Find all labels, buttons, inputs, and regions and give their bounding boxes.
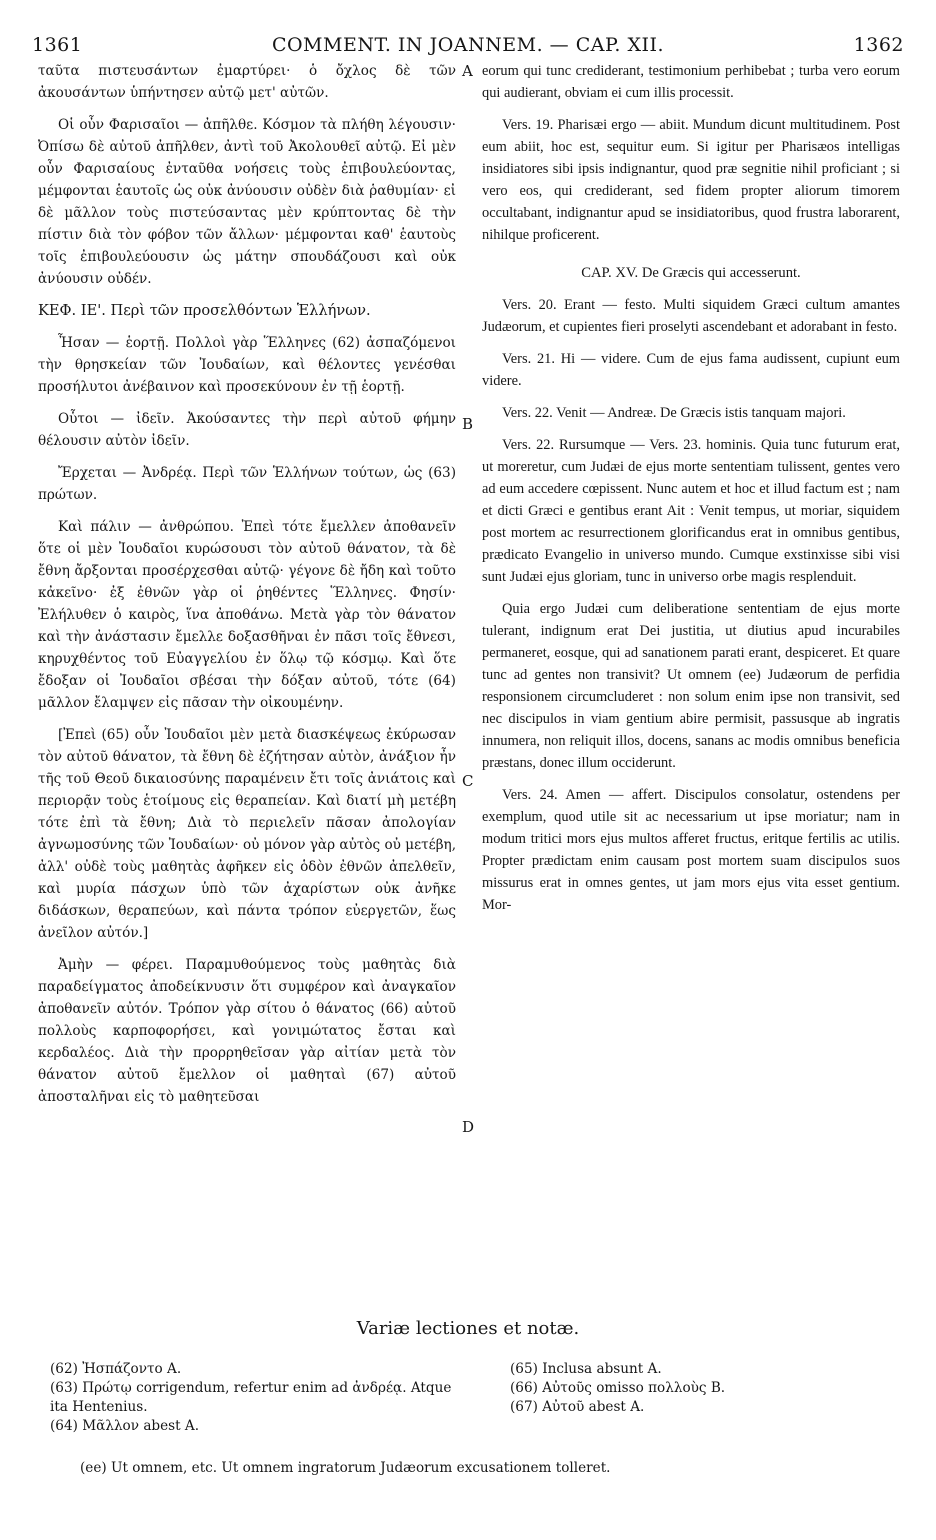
- margin-letter-a: A: [462, 62, 473, 80]
- notes-right-column: [510, 1360, 910, 1417]
- variant-note: (66) Αὐτοῦς omisso πολλοὺς B.: [510, 1380, 726, 1396]
- greek-column: [38, 60, 456, 1118]
- variant-note: (65) Inclusa absunt A.: [510, 1361, 662, 1377]
- page-header: [32, 34, 904, 56]
- margin-letter-c: C: [462, 772, 474, 790]
- footnote: (ee) Ut omnem, etc. Ut omnem ingratorum Judæorum excusationem tolleret.: [80, 1460, 611, 1476]
- variant-note: (63) Πρώτῳ corrigendum, refertur enim ad ἀνδρέᾳ. Atque ita Hentenius.: [50, 1380, 452, 1415]
- margin-letter-d: D: [462, 1118, 475, 1136]
- greek-paragraph: Καὶ πάλιν — ἀνθρώπου. Ἐπεὶ τότε ἔμελλεν ἀποθανεῖν ὅτε οἱ μὲν Ἰουδαῖοι κυρώσουσι τὸν αὐτοῦ θάνατον, τὰ δὲ ἔθνη ἄρξονται προσέρχεσθαι αὐτῷ· γέγονε δὲ ἤδη καὶ τοῦτο κἀκεῖνο· ἐξ ἐθνῶν γὰρ οἱ ῥηθέντες Ἕλληνες. Φησίν· Ἐλήλυθεν ὁ καιρὸς, ἵνα ἀποθάνω. Μετὰ γὰρ τὸν θάνατον καὶ τὴν ἀνάστασιν ἔμελλε δοξασθῆναι ἐν πᾶσι τοῖς ἔθνεσι, κηρυχθέντος τοῦ Εὐαγγελίου ἐν ὅλῳ τῷ κόσμῳ. Καὶ ὅτε ἔδοξαν οἱ Ἰουδαῖοι σβέσαι τὴν δόξαν αὐτοῦ, τότε (64) μᾶλλον ἔλαμψεν εἰς πᾶσαν τὴν οἰκουμένην.: [38, 519, 456, 711]
- running-title: COMMENT. IN JOANNEM. — CAP. XII.: [271, 34, 665, 56]
- variant-note: (64) Μᾶλλον abest A.: [50, 1418, 200, 1434]
- variant-note: (62) Ἠσπάζοντο A.: [50, 1361, 182, 1377]
- latin-paragraph: Vers. 19. Pharisæi ergo — abiit. Mundum dicunt multitudinem. Post eum abiit, hoc est, sequitur eum. Si igitur per Pharisæos intelligas insidiatores sibi ipsis indignantur, quod præ segnitie nihil proficiant ; si vero eos, qui crediderant, sed fidem propter aliorum timorem occultabant, indignantur apud se insidiatoribus, quod frustra laborarent, nihilque proficerent.: [482, 117, 900, 243]
- latin-chapter-heading: CAP. XV. De Græcis qui accesserunt.: [581, 265, 801, 281]
- greek-chapter-heading: ΚΕΦ. ΙΕ'. Περὶ τῶν προσελθόντων Ἑλλήνων.: [38, 302, 371, 319]
- greek-paragraph: Ἔρχεται — Ἀνδρέᾳ. Περὶ τῶν Ἑλλήνων τούτων, ὡς (63) πρώτων.: [38, 465, 456, 503]
- variant-note: (67) Αὐτοῦ abest A.: [510, 1399, 645, 1415]
- latin-paragraph: Vers. 20. Erant — festo. Multi siquidem Græci cultum amantes Judæorum, et cupientes fieri proselyti ascendebant et adorabant in festo.: [482, 297, 900, 335]
- margin-letter-b: B: [462, 415, 474, 433]
- greek-paragraph: [Ἐπεὶ (65) οὖν Ἰουδαῖοι μὲν μετὰ διασκέψεως ἐκύρωσαν τὸν αὐτοῦ θάνατον, τὰ ἔθνη δὲ ἐζήτησαν αὐτὸν, ἀνάξιον ἦν τῆς τοῦ Θεοῦ δικαιοσύνης παραμένειν ἔτι τοῖς ἀνιάτοις καὶ περιορᾷν τοὺς ἑτοίμους εἰς θεραπείαν. Καὶ διατί μὴ μετέβη τότε ἐπὶ τὰ ἔθνη; Διὰ τὸ περιελεῖν πᾶσαν ἀπολογίαν ἀγνωμοσύνης τῶν Ἰουδαίων· οὐ μόνον γὰρ αὐτὸς οὐ μετέβη, ἀλλ' οὐδὲ τοὺς μαθητὰς ἀφῆκεν εἰς ὁδὸν ἐθνῶν ἀπελθεῖν, καὶ μυρία πάσχων ὑπὸ τῶν ἀχαρίστων οὐκ ἀνῆκε διδάσκων, θεραπεύων, καὶ πάντα τρόπον εὐεργετῶν, ἕως ἀνεῖλον αὐτόν.]: [38, 727, 457, 941]
- page-number-left: 1361: [32, 34, 83, 56]
- greek-paragraph: Οὗτοι — ἰδεῖν. Ἀκούσαντες τὴν περὶ αὐτοῦ φήμην θέλουσιν αὐτὸν ἰδεῖν.: [38, 411, 456, 449]
- greek-paragraph: Οἱ οὖν Φαρισαῖοι — ἀπῆλθε. Κόσμον τὰ πλήθη λέγουσιν· Ὀπίσω δὲ αὐτοῦ ἀπῆλθεν, ἀντὶ τοῦ Ἀκολουθεῖ αὐτῷ. Εἰ μὲν οὖν Φαρισαίους ἐνταῦθα νοήσεις τοὺς ἐπιβουλεύοντας, μέμφονται ἑαυτοῖς ὡς οὐκ ἀνύουσιν οὐδὲν διὰ ῥαθυμίαν· εἰ δὲ μᾶλλον τοὺς πιστεύσαντας μὲν κρύπτοντας δὲ τὴν πίστιν διὰ τὸν φόβον τῶν ἄλλων· μέμφονται καθ' ἑαυτοὺς τοῖς ἐπιβουλεύουσιν ὡς μάτην σπουδάζουσι καὶ οὐκ ἀνύουσιν οὐδέν.: [38, 117, 456, 287]
- latin-paragraph: Quia ergo Judæi cum deliberatione sententiam de ejus morte tulerant, indignum erat Dei justitia, ut diutius apud incurabiles permaneret, eosque, qui ad sanationem parati erant, despiceret. Et quare tunc ad gentes non transivit? Ut omnem (ee) Judæorum de perfidia responsionem circumcluderet : non solum enim ipse non transivit, sed nec discipulos in viam gentium abire permisit, passusque ab ingratis innumera, non reliquit illos, docens, sanans ac modis omnibus beneficia præstans, donec illum occiderunt.: [482, 601, 900, 771]
- latin-paragraph: Vers. 21. Hi — videre. Cum de ejus fama audissent, cupiunt eum videre.: [482, 351, 900, 389]
- notes-title: Variæ lectiones et notæ.: [356, 1318, 580, 1339]
- page-number-right: 1362: [853, 34, 904, 56]
- latin-paragraph: Vers. 22. Venit — Andreæ. De Græcis istis tanquam majori.: [502, 405, 846, 421]
- greek-paragraph: Ἀμὴν — φέρει. Παραμυθούμενος τοὺς μαθητὰς διὰ παραδείγματος ἀποδείκνυσιν ὅτι συμφέρον καὶ ἀναγκαῖον ἀποθανεῖν αὐτόν. Τρόπον γὰρ σίτου ὁ θάνατος (66) αὐτοῦ πολλοὺς καρποφορήσει, καὶ γονιμώτατος ἔσται καὶ κερδαλέος. Διὰ τὴν προρρηθεῖσαν γὰρ αἰτίαν μετὰ τὸν θάνατον αὐτοῦ ἔμελλον οἱ μαθηταὶ (67) αὐτοῦ ἀποσταλῆναι εἰς τὸ μαθητεῦσαι: [38, 957, 456, 1105]
- greek-paragraph: ταῦτα πιστευσάντων ἐμαρτύρει· ὁ ὄχλος δὲ τῶν ἀκουσάντων ὑπήντησεν αὐτῷ μετ' αὐτῶν.: [38, 63, 456, 101]
- latin-column: [482, 60, 900, 926]
- latin-paragraph: Vers. 22. Rursumque — Vers. 23. hominis. Quia tunc futurum erat, ut moreretur, cum Judæi de ejus morte sententiam tulissent, gentes vero ad eum accedere cœpissent. Nunc autem et hoc et illud factum est ; nam et dicti Græci e gentibus erant Ait : Venit tempus, ut moriar, siquidem post mortem ac resurrectionem glorificandus erat in omnibus gentibus, prædicato Evangelio in universo mundo. Cumque exstinxisse sibi visi sunt Judæi ejus gloriam, tunc in universo orbe magis resplenduit.: [482, 437, 900, 585]
- greek-paragraph: Ἦσαν — ἑορτῇ. Πολλοὶ γὰρ Ἕλληνες (62) ἀσπαζόμενοι τὴν θρησκείαν τῶν Ἰουδαίων, καὶ θέλοντες γενέσθαι προσήλυτοι ἀνέβαινον καὶ προσεκύνουν ἐν τῇ ἑορτῇ.: [38, 335, 456, 395]
- latin-paragraph: eorum qui tunc crediderant, testimonium perhibebat ; turba vero eorum qui audierant, obviam ei cum illis processit.: [482, 63, 900, 101]
- latin-paragraph: Vers. 24. Amen — affert. Discipulos consolatur, ostendens per exemplum, quod utile sit ac necessarium ut ipse moriatur; nam in modum tritici mors ejus multos afferet fructus, eritque fertilis ac utilis. Propter prædictam enim causam post mortem suam discipulos suos missurus erat in omnes gentes, ut jam mors ejus vita esset gentium. Mor-: [482, 787, 900, 913]
- notes-left-column: [50, 1360, 470, 1436]
